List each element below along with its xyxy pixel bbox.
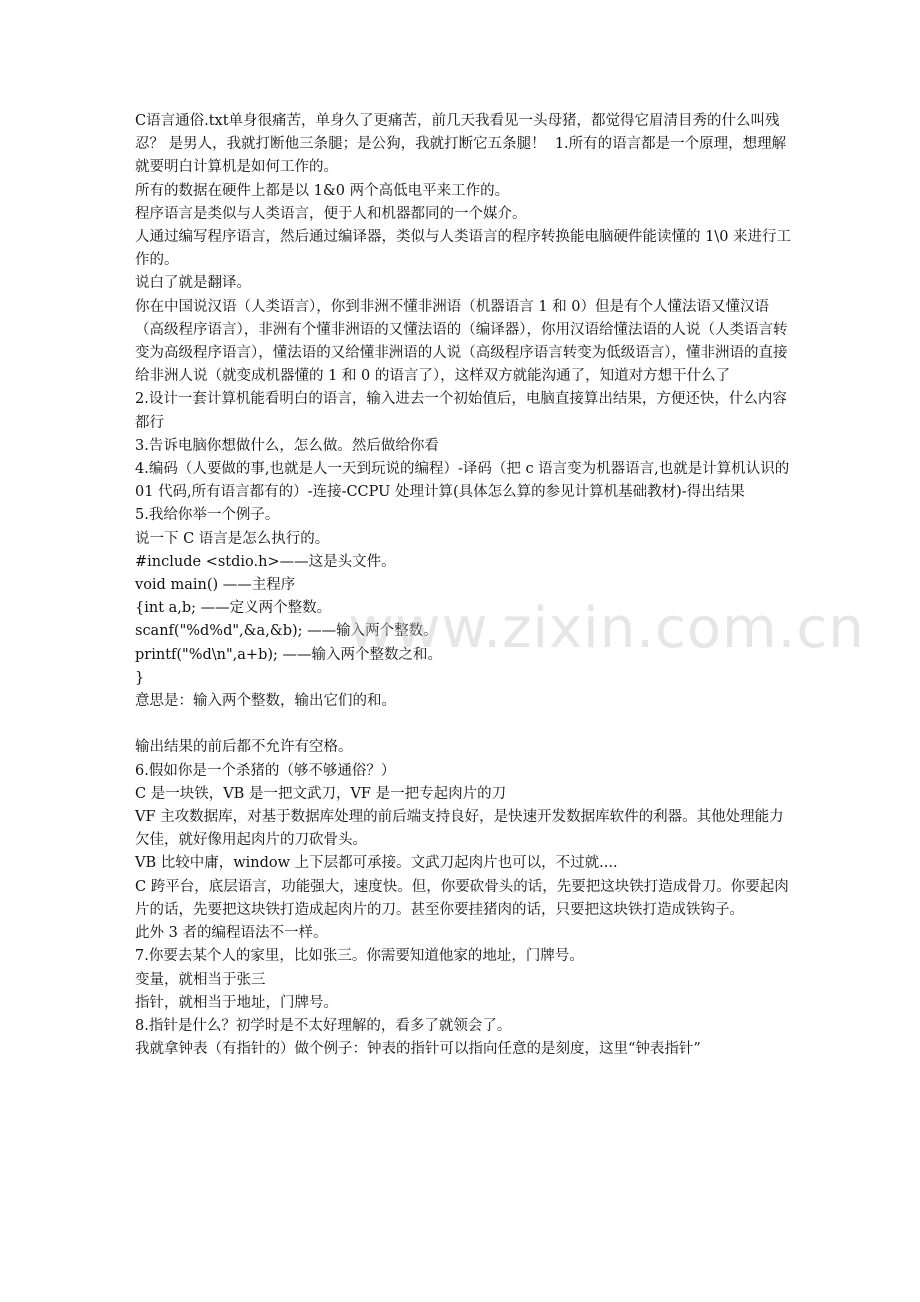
watermark: www.zixin.com.cn xyxy=(348,596,865,661)
paragraph-6: 你在中国说汉语（人类语言），你到非洲不懂非洲语（机器语言 1 和 0）但是有个人懂法语又懂汉语（高级程序语言），非洲有个懂非洲语的又懂法语的（编译器），你用汉语给懂法语的人说（人类语言转变为高级程序语言），懂法语的又给懂非洲语的人说（高级程序语言转变为低级语言），懂非洲语的直接给非洲人说（就变成机器懂的 1 和 0 的语言了），这样双方就能沟通了，知道对方想干什么了 xyxy=(135,298,788,385)
paragraph-7: 2.设计一套计算机能看明白的语言，输入进去一个初始值后，电脑直接算出结果，方便还快，什么内容都行 xyxy=(135,391,787,431)
paragraph-12: 意思是：输入两个整数，输出它们的和。 xyxy=(135,693,396,710)
paragraph-14: 6.假如你是一个杀猪的（够不够通俗？） xyxy=(135,762,396,779)
paragraph-23: 8.指针是什么？初学时是不太好理解的，看多了就领会了。 xyxy=(135,1017,512,1034)
paragraph-24: 我就拿钟表（有指针的）做个例子：钟表的指针可以指向任意的是刻度，这里“钟表指针” xyxy=(135,1041,701,1058)
code-line-main: void main() ——主程序 xyxy=(135,577,296,594)
paragraph-18: C 跨平台，底层语言，功能强大，速度快。但，你要砍骨头的话，先要把这块铁打造成骨刀。你要起肉片的话，先要把这块铁打造成起肉片的刀。甚至你要挂猪肉的话，只要把这块铁打造成铁钩子。 xyxy=(135,878,789,918)
paragraph-1: C语言通俗.txt单身很痛苦，单身久了更痛苦，前几天我看见一头母猪，都觉得它眉清目秀的什么叫残忍？ 是男人，我就打断他三条腿；是公狗，我就打断它五条腿！ 1.所有的语言都是一个原理，想理解就要明白计算机是如何工作的。 xyxy=(135,113,787,176)
paragraph-15: C 是一块铁，VB 是一把文武刀，VF 是一把专起肉片的刀 xyxy=(135,785,507,802)
paragraph-8: 3.告诉电脑你想做什么，怎么做。然后做给你看 xyxy=(135,437,439,454)
code-line-printf: printf("%d\n",a+b); ——输入两个整数之和。 xyxy=(135,646,442,663)
code-line-declare: {int a,b; ——定义两个整数。 xyxy=(135,600,332,617)
paragraph-16: VF 主攻数据库，对基于数据库处理的前后端支持良好，是快速开发数据库软件的利器。其他处理能力欠佳，就好像用起肉片的刀砍骨头。 xyxy=(135,809,784,849)
paragraph-3: 程序语言是类似与人类语言，便于人和机器都同的一个媒介。 xyxy=(135,205,527,222)
blank-line xyxy=(135,713,795,736)
paragraph-13: 输出结果的前后都不允许有空格。 xyxy=(135,739,353,756)
code-line-close-brace: } xyxy=(135,669,145,686)
document-body xyxy=(135,110,795,1061)
paragraph-21: 变量，就相当于张三 xyxy=(135,971,266,988)
paragraph-10: 5.我给你举一个例子。 xyxy=(135,507,280,524)
paragraph-22: 指针，就相当于地址，门牌号。 xyxy=(135,994,338,1011)
paragraph-20: 7.你要去某个人的家里，比如张三。你需要知道他家的地址，门牌号。 xyxy=(135,948,584,965)
paragraph-4: 人通过编写程序语言，然后通过编译器，类似与人类语言的程序转换能电脑硬件能读懂的 1\0 来进行工作的。 xyxy=(135,229,792,269)
paragraph-19: 此外 3 者的编程语法不一样。 xyxy=(135,925,328,942)
paragraph-17: VB 比较中庸，window 上下层都可承接。文武刀起肉片也可以，不过就.... xyxy=(135,855,618,872)
paragraph-9: 4.编码（人要做的事,也就是人一天到玩说的编程）-译码（把 c 语言变为机器语言,也就是计算机认识的 01 代码,所有语言都有的）-连接-CCPU 处理计算(具体怎么算的参见计算机基础教材)-得出结果 xyxy=(135,461,794,501)
paragraph-11: 说一下 C 语言是怎么执行的。 xyxy=(135,530,330,547)
paragraph-2: 所有的数据在硬件上都是以 1&0 两个高低电平来工作的。 xyxy=(135,182,510,199)
code-line-scanf: scanf("%d%d",&a,&b); ——输入两个整数。 xyxy=(135,623,438,640)
paragraph-5: 说白了就是翻译。 xyxy=(135,275,251,292)
code-line-include: #include <stdio.h>——这是头文件。 xyxy=(135,553,396,570)
